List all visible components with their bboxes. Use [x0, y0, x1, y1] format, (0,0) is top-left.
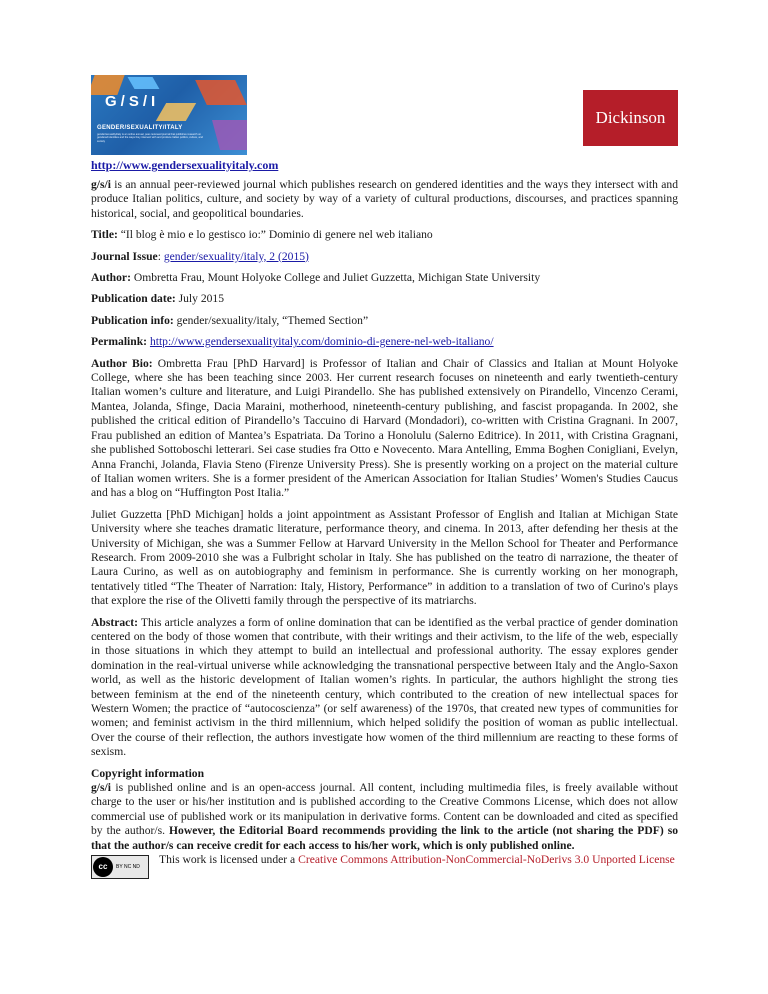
- abstract-paragraph: [91, 616, 678, 760]
- bio-frau: [91, 357, 678, 501]
- author-label: Author:: [91, 271, 131, 285]
- issue-sep: :: [157, 249, 164, 263]
- license-row: [91, 853, 678, 879]
- issue-label: Journal Issue: [91, 249, 158, 263]
- journal-banner: [91, 75, 247, 155]
- author-value: Ombretta Frau, Mount Holyoke College and Juliet Guzzetta, Michigan State University: [130, 271, 541, 285]
- copyright-body: is published online and is an open-access journal. All content, including multimedia files, is freely available without charge to the user or his/her institution and is published according to the Creative Commons License, which does not allow commercial use of published work or its manipulation in derivative forms. Content can be downloaded and cited as specified by the author/s.: [91, 781, 678, 838]
- title-value: “Il blog è mio e lo gestisco io:” Dominio di genere nel web italiano: [117, 228, 433, 242]
- info-label: Publication info:: [91, 313, 174, 327]
- dickinson-logo: Dickinson: [583, 90, 678, 146]
- permalink-line: [91, 335, 678, 349]
- copyright-recommendation: However, the Editorial Board recommends providing the link to the article (not sharing the PDF) so that the author/s can receive credit for each access to his/her work, which is only published online.: [91, 824, 679, 852]
- journal-abbrev: g/s/i: [91, 178, 111, 191]
- copyright-section: [91, 767, 678, 879]
- permalink-link[interactable]: http://www.gendersexualityitaly.com/dominio-di-genere-nel-web-italiano/: [149, 335, 494, 349]
- permalink-label: Permalink:: [91, 335, 148, 349]
- copyright-heading: Copyright information: [91, 766, 205, 780]
- banner-shard: [212, 120, 247, 150]
- license-prefix: This work is licensed under a: [159, 853, 299, 867]
- cc-icon: cc: [93, 857, 113, 877]
- copyright-text: [91, 781, 678, 853]
- info-value: gender/sexuality/italy, “Themed Section”: [173, 313, 369, 327]
- bio-label: Author Bio:: [91, 356, 153, 370]
- info-line: [91, 314, 678, 328]
- issue-line: [91, 250, 678, 264]
- bio-frau-text: Ombretta Frau [PhD Harvard] is Professor of Italian and Chair of Classics and Italian at Mount Holyoke College, where she has been teaching since 2003. Her current research focuses on nineteenth and early twentieth-century Italian women’s culture and literature, and Luigi Pirandello. She has published extensively on Pirandello, Vincenzo Cerami, Mantea, Jolanda, Sfinge, Dacia Maraini, motherhood, nineteenth-century publishing, and fascist propaganda. In 2002, she published the critical edition of Pirandello’s Taccuino di Harvard (Mondadori), co-written with Cristina Gragnani. In 2007, Frau published an edition of Mantea’s Espatriata. Da Torino a Honolulu (Salerno Editrice). In 2011, with Cristina Gragnani, she published Sottoboschi letterari. Sei case studies fra Otto e Novecento. Mara Antelling, Emma Boghen Conigliani, Evelyn, Anna Franchi, Jolanda, Flavia Steno (Firenze University Press). She is presently working on a project on the material culture of Italian women writers. She is a former president of the American Association for Italian Studies’ Women's Studies Caucus and has a blog on “Huffington Post Italia.”: [91, 356, 678, 500]
- banner-shard: [156, 103, 196, 121]
- title-label: Title:: [91, 228, 118, 242]
- banner-shard: [91, 75, 125, 95]
- author-line: [91, 271, 678, 285]
- issue-link[interactable]: gender/sexuality/italy, 2 (2015): [163, 249, 309, 263]
- intro-paragraph: [91, 178, 678, 221]
- date-line: [91, 292, 678, 306]
- intro-text: is an annual peer-reviewed journal which publishes research on gendered identities and the ways they intersect with and produce Italian politics, culture, and society by way of a variety of cultural productions, discourses, and practices spanning historical, social, and geopolitical boundaries.: [91, 178, 678, 220]
- banner-tagline: gender/sexuality/italy is an online annual, peer-reviewed journal that publishes research on gendered identities and the ways they intersect with and produce Italian politics, culture, and society: [97, 133, 203, 143]
- cc-license-badge[interactable]: [91, 855, 149, 879]
- date-label: Publication date:: [91, 292, 176, 306]
- gsi-logo: G/S/I: [105, 93, 160, 110]
- journal-url-link[interactable]: http://www.gendersexualityitaly.com: [91, 158, 279, 172]
- title-line: [91, 228, 678, 242]
- date-value: July 2015: [175, 292, 225, 306]
- copyright-journal: g/s/i: [91, 781, 111, 795]
- license-text: [159, 853, 675, 867]
- banner-journal-name: GENDER/SEXUALITY/ITALY: [97, 125, 183, 131]
- bio-guzzetta: Juliet Guzzetta [PhD Michigan] holds a joint appointment as Assistant Professor of English and Italian at Michigan State University where she teaches dramatic literature, performance theory, and cinema. In 2013, after defending her thesis at the University of Michigan, she was a Summer Fellow at Harvard University in the Mellon School for Theater and Performance Research. From 2009-2010 she was a Fulbright scholar in Italy. She has published on the teatro di narrazione, the theater of Laura Curino, as well as on autobiography and feminism in performance. She is currently working on her monograph, tentatively titled “The Theater of Narration: Italy, History, Performance” in addition to a translation of two of Curino's plays that explore the rise of the Olivetti family through the perspective of its matriarchs.: [91, 507, 678, 608]
- by-nc-nd-icon: BY NC ND: [116, 864, 140, 871]
- abstract-text: This article analyzes a form of online domination that can be identified as the verbal practice of gender domination centered on the body of those women that contribute, with their writings and their activism, to the life of the web, especially in those situations in which they attempt to build an intellectual and professional authority. The essay explores gender domination in the real-virtual universe while acknowledging the transnational perspective between Italy and the Anglo-Saxon world, as well as the historic development of Italian women’s rights. In particular, the authors highlight the strong ties between feminism at the end of the nineteenth century, which contributed to the creation of new intellectual spaces for Western Women; the practice of “autocoscienza” (or self awareness) of the 1970s, that created new types of communities for women; and feminist activism in the third millennium, which helped solidify the position of woman as public intellectual. Over the course of their reflection, the authors investigate how women of the third millennium are reacting to these forms of sexism.: [91, 615, 678, 759]
- license-link[interactable]: Creative Commons Attribution-NonCommercial-NoDerivs 3.0 Unported License: [298, 853, 675, 867]
- abstract-label: Abstract:: [91, 615, 139, 629]
- banner-shard: [128, 77, 160, 89]
- banner-shard: [195, 80, 247, 105]
- document-body: [91, 178, 678, 879]
